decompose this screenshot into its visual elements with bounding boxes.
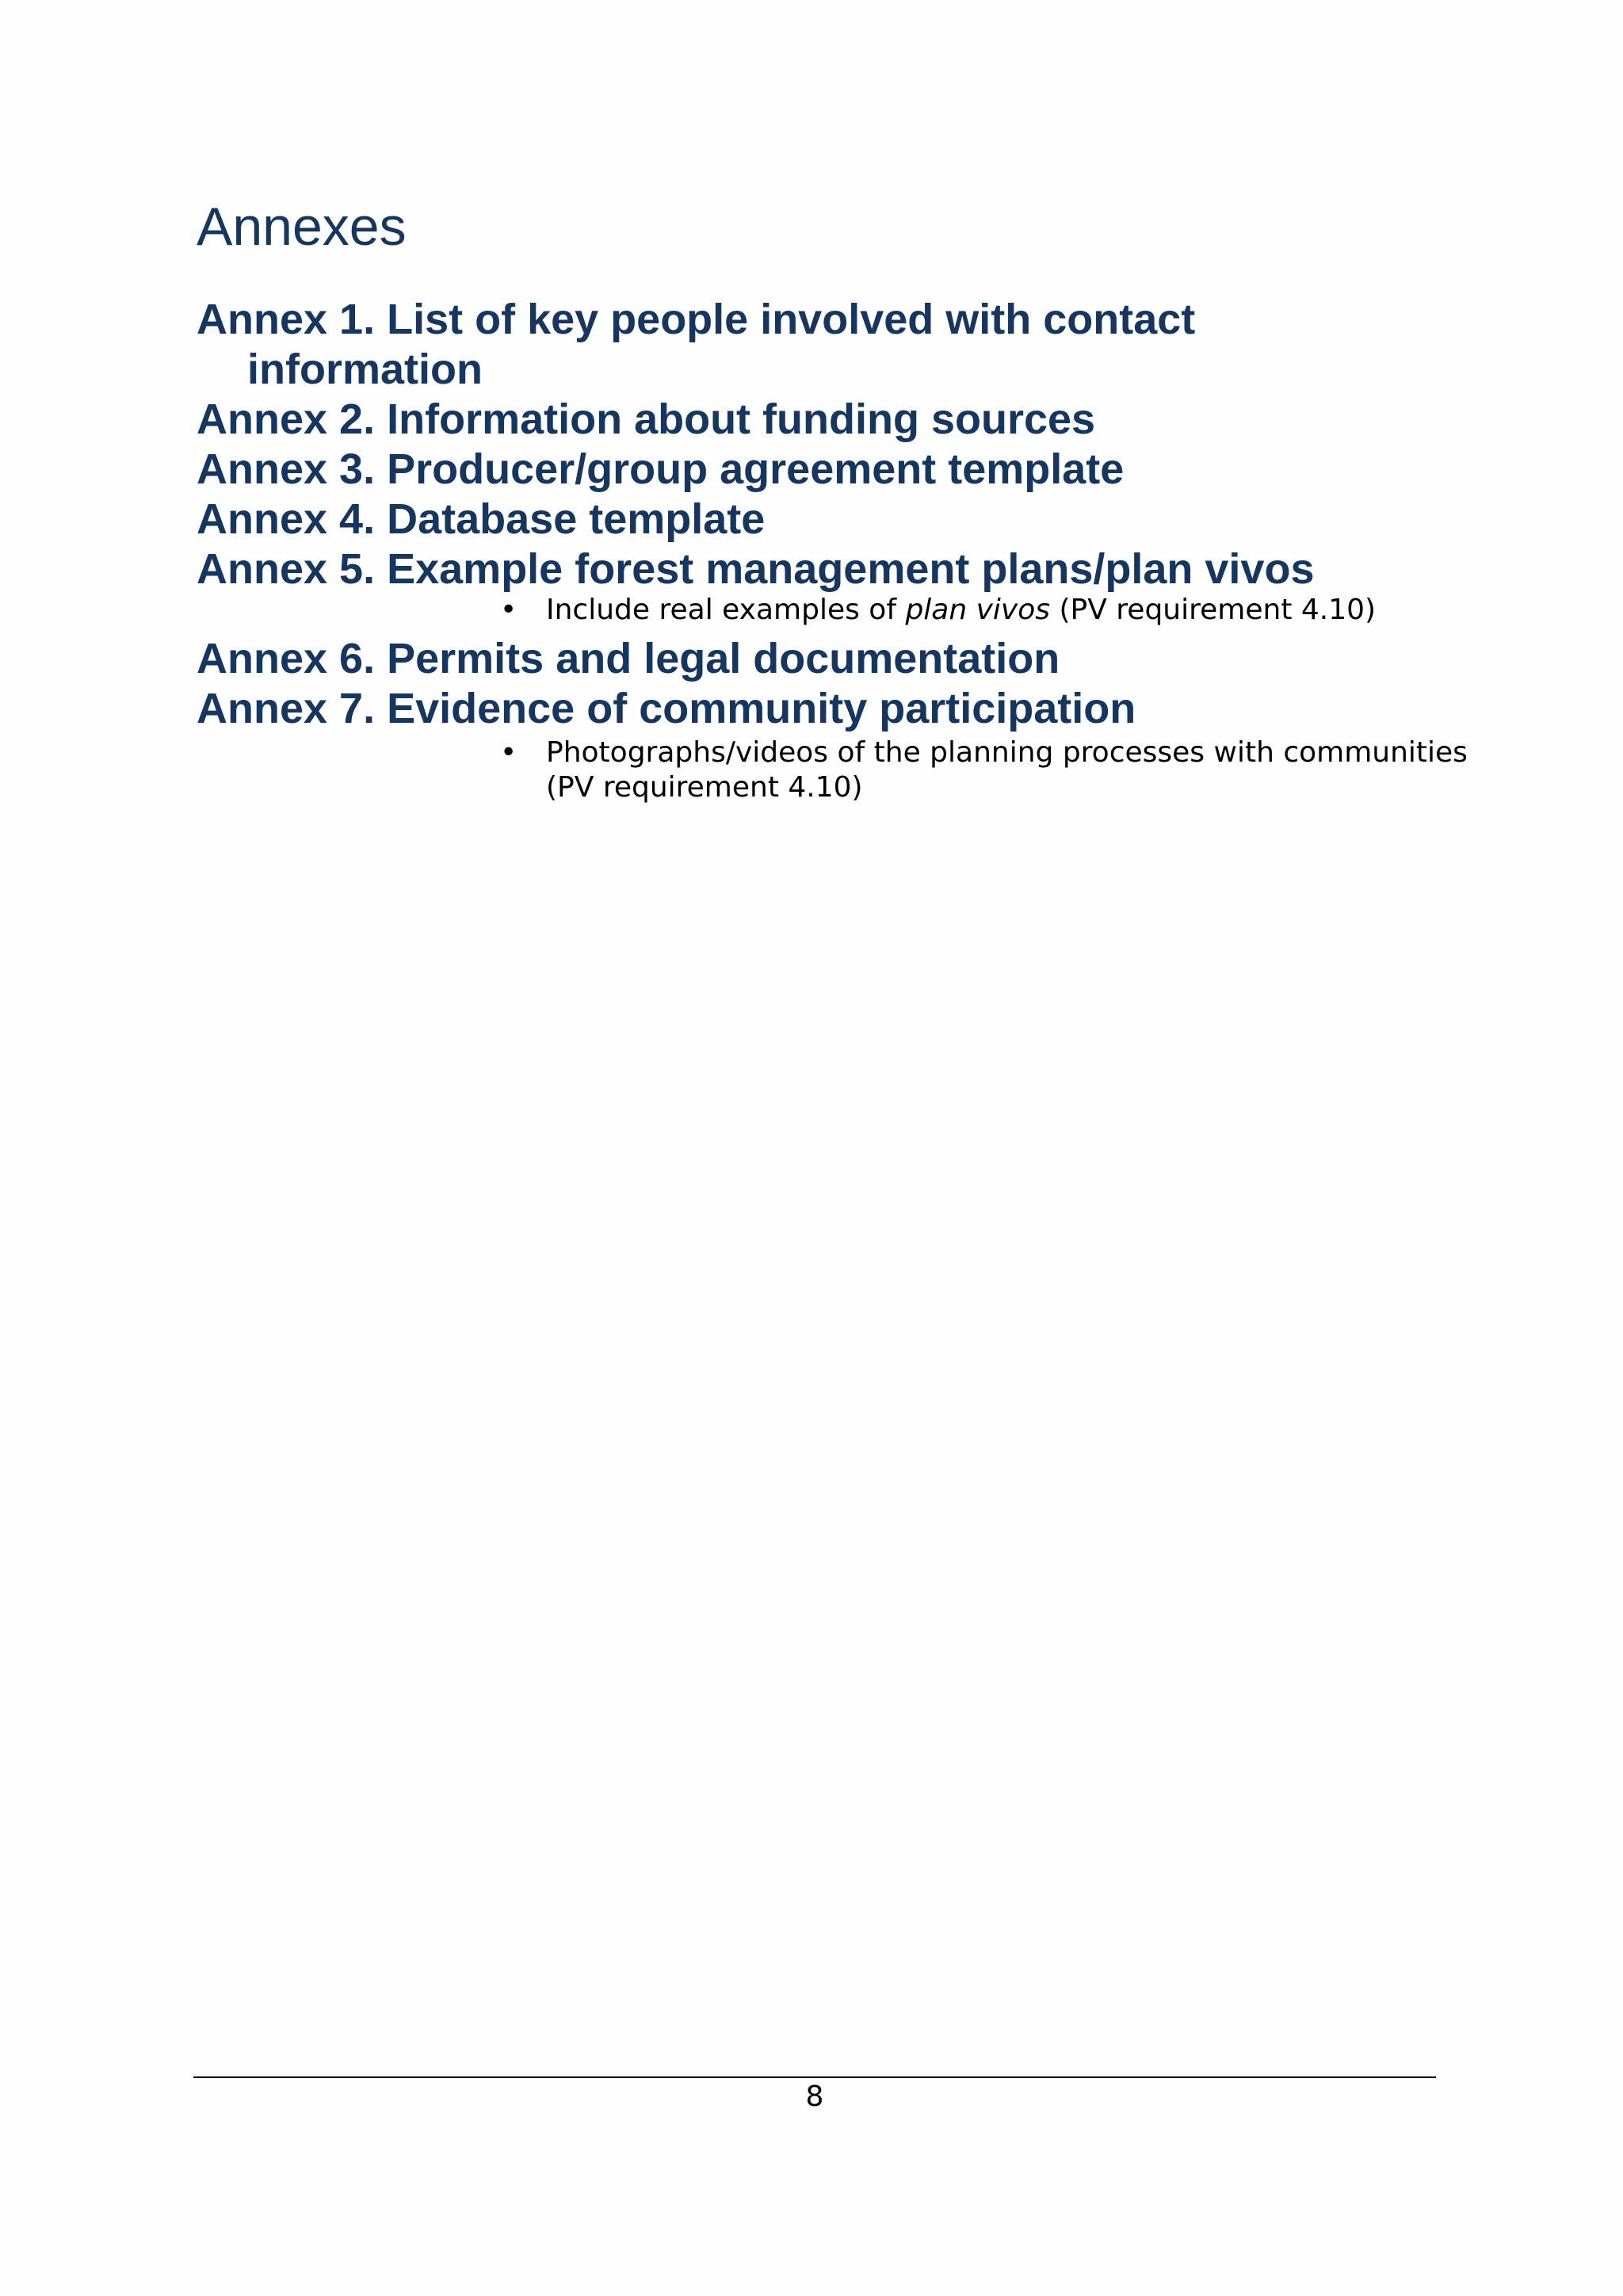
annex-item-4 [197,495,1433,544]
annex-item-3 [197,445,1433,495]
annex-number: Annex 7. [197,685,376,732]
bullet-text-italic: plan vivos [905,594,1051,626]
bullet-item [500,593,1481,628]
bullet-item [500,735,1481,805]
bullet-text-tail: (PV requirement 4.10) [1050,594,1377,626]
bullet-text: Photographs/videos of the planning processes with communities (PV requirement 4.10) [546,736,1468,804]
annex-number: Annex 2. [197,395,376,443]
annex-title: List of key people involved with contact information [247,296,1196,393]
annex-title: Database template [387,495,766,543]
annex-title: Example forest management plans/plan vivos [387,545,1315,593]
bullet-list [247,593,1433,628]
bullet-list [247,735,1468,805]
annex-item-2 [197,395,1433,445]
annex-number: Annex 5. [197,545,376,593]
bullet-icon: • [500,736,517,769]
annex-item-1 [197,295,1433,395]
annex-title: Permits and legal documentation [387,635,1060,682]
annex-item-7 [197,684,1468,805]
annex-item-5 [197,544,1433,628]
annex-number: Annex 1. [197,296,376,343]
annex-list [197,295,1468,805]
annex-title: Information about funding sources [387,395,1096,443]
bullet-text: Include real examples of [546,594,906,626]
footer-divider [193,2076,1436,2078]
annex-title: Producer/group agreement template [387,445,1125,493]
annex-item-6 [197,634,1433,684]
annex-number: Annex 6. [197,635,376,682]
annex-number: Annex 3. [197,445,376,493]
annex-number: Annex 4. [197,495,376,543]
page-heading: Annexes [197,197,407,257]
annex-title: Evidence of community participation [387,685,1136,732]
page-number: 8 [805,2080,824,2113]
bullet-icon: • [500,594,517,626]
